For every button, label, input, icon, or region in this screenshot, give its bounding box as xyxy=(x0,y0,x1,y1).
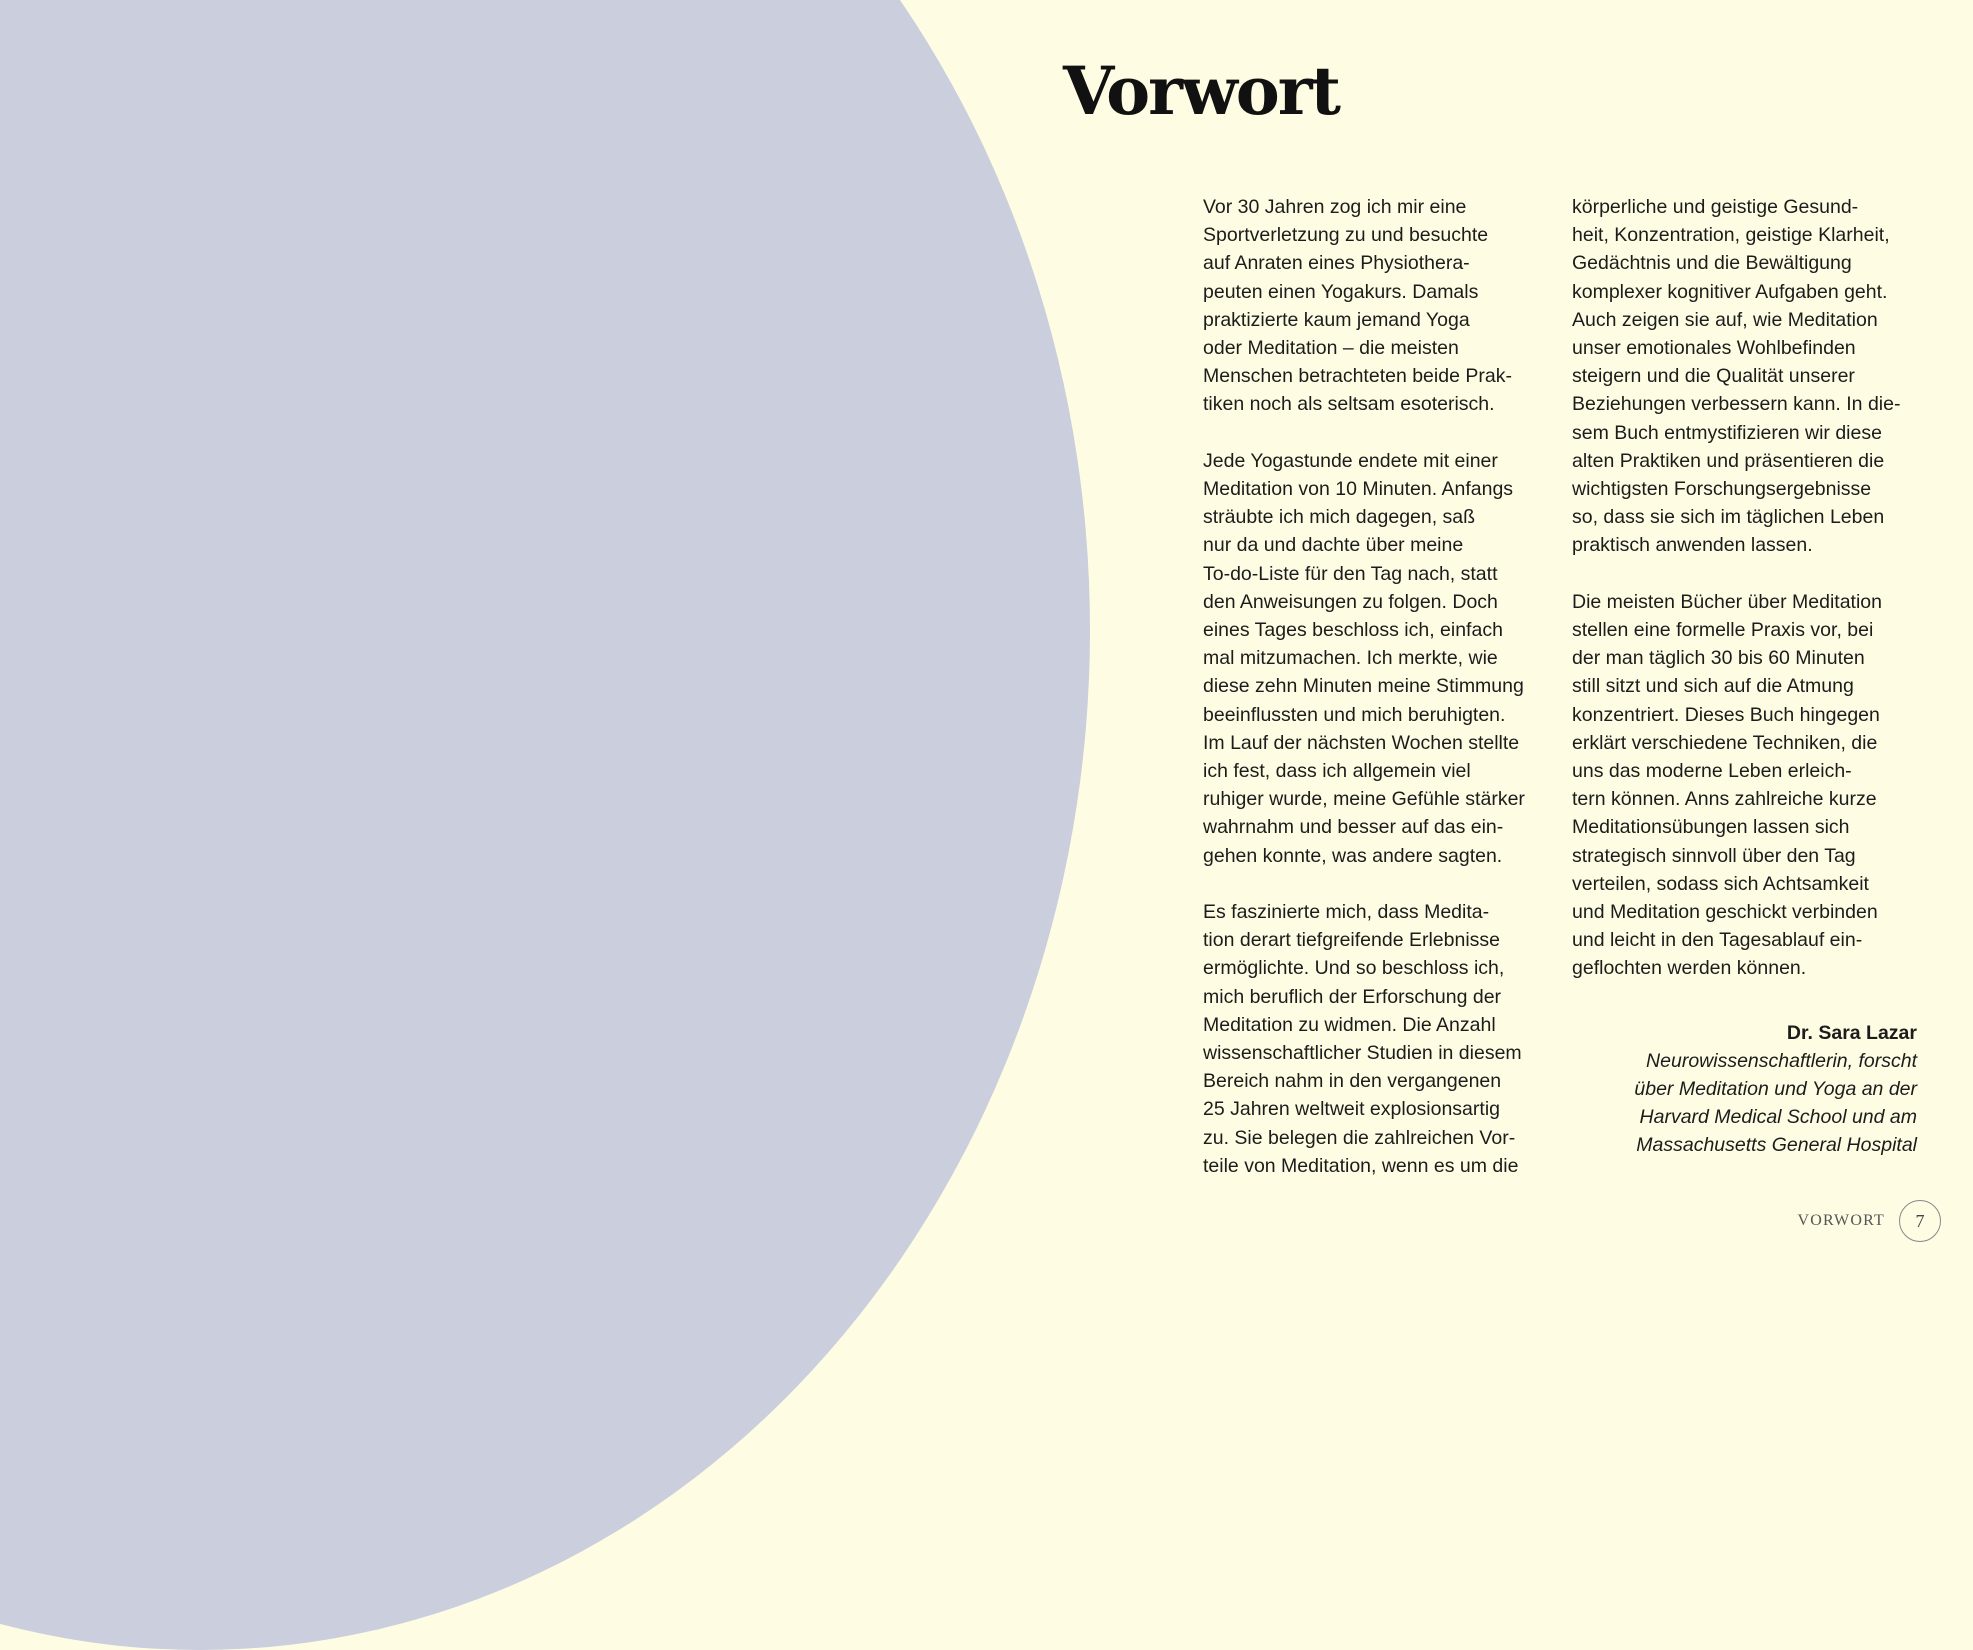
paragraph-1: Vor 30 Jahren zog ich mir eine Sportverletzung zu und besuchte auf Anraten eines Physiothera- peuten einen Yogakurs. Damals praktizierte kaum jemand Yoga oder Meditation – die meisten Menschen betrachteten beide Prak- tiken noch als seltsam esoterisch. xyxy=(1203,196,1512,416)
text-column-2 xyxy=(1572,193,1917,1160)
author-role: Neurowissenschaftlerin, forscht über Meditation und Yoga an der Harvard Medical School und am Massachusetts General Hospital xyxy=(1634,1049,1917,1157)
paragraph-3: Es faszinierte mich, dass Medita- tion derart tiefgreifende Erlebnisse ermöglichte. Und so beschloss ich, mich beruflich der Erforschung der Meditation zu widmen. Die Anzahl wissenschaftlicher Studien in diesem Bereich nahm in den vergangenen 25 Jahren weltweit explosionsartig zu. Sie belegen die zahlreichen Vor- teile von Meditation, wenn es um die xyxy=(1203,901,1522,1177)
page-title: Vorwort xyxy=(1063,52,1340,130)
footer-section-label: VORWORT xyxy=(1797,1212,1885,1229)
paragraph-5: Die meisten Bücher über Meditation stellen eine formelle Praxis vor, bei der man täglich 30 bis 60 Minuten still sitzt und sich auf die Atmung konzentriert. Dieses Buch hingegen erklärt verschiedene Techniken, die uns das moderne Leben erleich- tern können. Anns zahlreiche kurze Meditationsübungen lassen sich strategisch sinnvoll über den Tag verteilen, sodass sich Achtsamkeit und Meditation geschickt verbinden und leicht in den Tagesablauf ein- geflochten werden können. xyxy=(1572,590,1882,980)
author-name: Dr. Sara Lazar xyxy=(1786,1021,1917,1044)
text-column-1 xyxy=(1203,193,1548,1208)
paragraph-4: körperliche und geistige Gesund- heit, Konzentration, geistige Klarheit, Gedächtnis und die Bewältigung komplexer kognitiver Aufgaben geht. Auch zeigen sie auf, wie Meditation unser emotionales Wohlbefinden steigern und die Qualität unserer Beziehungen verbessern kann. In die- sem Buch entmystifizieren wir diese alten Praktiken und präsentieren die wichtigsten Forschungsergebnisse so, dass sie sich im täglichen Leben praktisch anwenden lassen. xyxy=(1572,196,1901,557)
author-signature xyxy=(1572,1019,1917,1160)
page-number: 7 xyxy=(1899,1200,1941,1242)
page-footer xyxy=(1798,1200,1941,1242)
paragraph-2: Jede Yogastunde endete mit einer Meditation von 10 Minuten. Anfangs sträubte ich mich dagegen, saß nur da und dachte über meine To-do-Liste für den Tag nach, statt den Anweisungen zu folgen. Doch eines Tages beschloss ich, einfach mal mitzumachen. Ich merkte, wie diese zehn Minuten meine Stimmung beeinflussten und mich beruhigten. Im Lauf der nächsten Wochen stellte ich fest, dass ich allgemein viel ruhiger wurde, meine Gefühle stärker wahrnahm und besser auf das ein- gehen konnte, was andere sagten. xyxy=(1203,449,1525,867)
